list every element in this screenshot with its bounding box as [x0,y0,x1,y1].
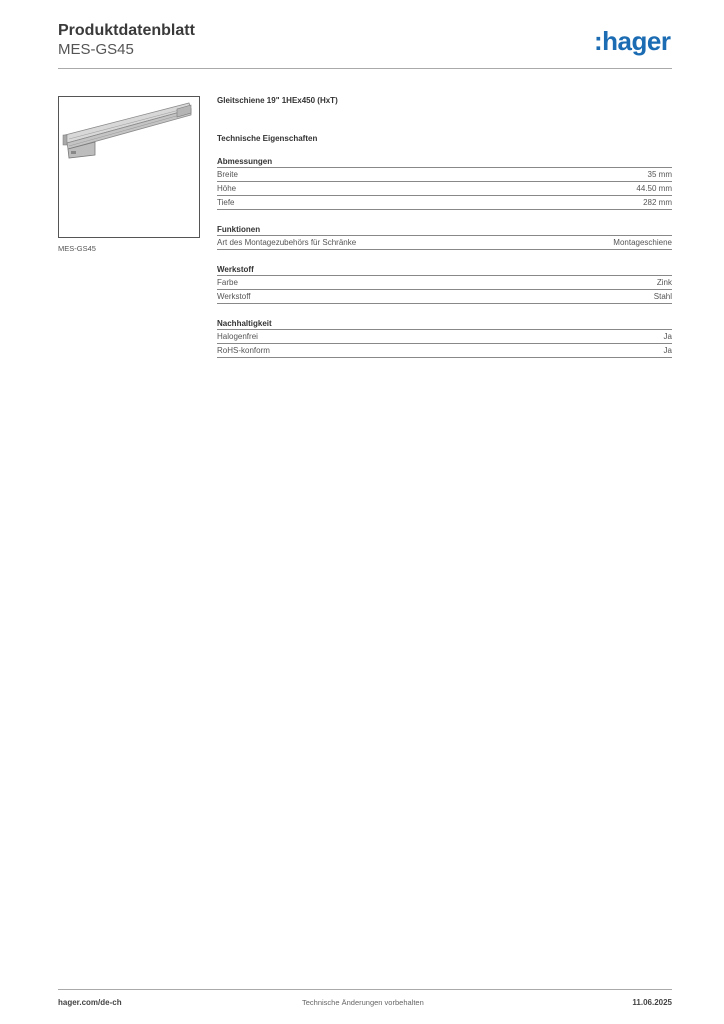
table-row [217,196,672,210]
group-nachhaltigkeit [217,318,672,358]
footer-website-link[interactable]: hager.com/de-ch [58,998,122,1007]
property-label: Art des Montagezubehörs für Schränke [217,238,357,247]
property-value: Zink [656,278,672,287]
property-label: Halogenfrei [217,332,258,341]
document-title: Produktdatenblatt [58,22,195,39]
hager-logo: :hager [594,26,671,56]
property-label: Farbe [217,278,238,287]
table-row [217,330,672,344]
property-label: Tiefe [217,198,235,207]
slide-rail-illustration [59,97,199,237]
group-abmessungen [217,156,672,210]
product-title: Gleitschiene 19" 1HEx450 (HxT) [217,96,338,105]
footer-divider [58,989,672,990]
table-row [217,344,672,358]
group-title: Funktionen [217,224,672,236]
property-value: Montageschiene [613,238,672,247]
property-value: Stahl [653,292,672,301]
property-label: Breite [217,170,238,179]
table-row [217,290,672,304]
group-title: Abmessungen [217,156,672,168]
property-label: Höhe [217,184,237,193]
image-caption: MES-GS45 [58,244,96,253]
footer-notice: Technische Änderungen vorbehalten [302,998,424,1007]
product-details [217,92,672,358]
product-image [58,96,200,238]
header-divider [58,68,672,69]
table-row [217,276,672,290]
property-label: RoHS-konform [217,346,270,355]
property-value: Ja [663,346,672,355]
footer-date: 11.06.2025 [632,998,672,1007]
product-code: MES-GS45 [58,41,134,58]
property-label: Werkstoff [217,292,251,301]
group-funktionen [217,224,672,250]
property-value: 44.50 mm [636,184,672,193]
table-row [217,168,672,182]
property-value: Ja [663,332,672,341]
section-title: Technische Eigenschaften [217,134,318,143]
table-row [217,236,672,250]
group-werkstoff [217,264,672,304]
property-value: 282 mm [643,198,672,207]
table-row [217,182,672,196]
group-title: Nachhaltigkeit [217,318,672,330]
property-value: 35 mm [647,170,672,179]
group-title: Werkstoff [217,264,672,276]
